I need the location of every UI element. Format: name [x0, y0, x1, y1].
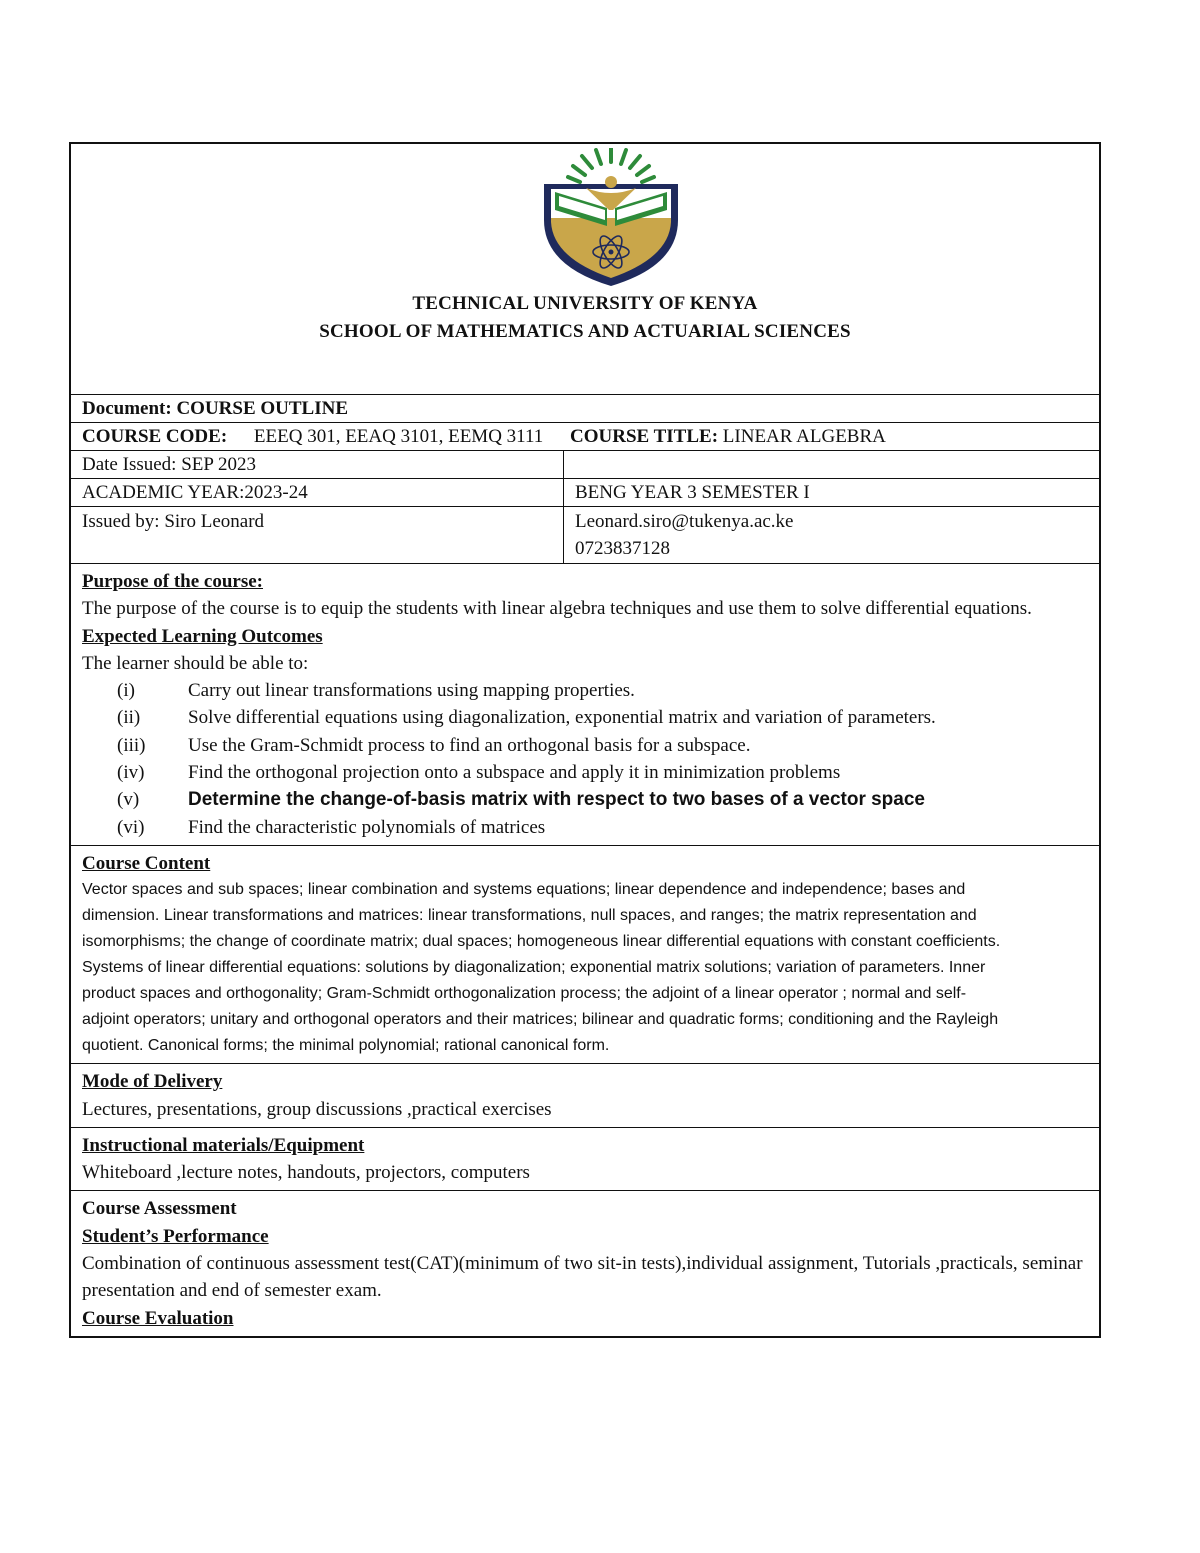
outcome-item — [82, 759, 1088, 786]
outcome-number: (iii) — [117, 734, 146, 756]
issued-by-row — [71, 507, 1099, 564]
empty-cell — [564, 451, 1099, 478]
outcome-item — [82, 677, 1088, 704]
document-type-row — [71, 395, 1099, 423]
outcome-number: (i) — [117, 680, 135, 702]
purpose-section — [71, 564, 1099, 846]
issued-by: Issued by: Siro Leonard — [71, 507, 564, 563]
outcome-text: Find the characteristic polynomials of matrices — [188, 816, 546, 838]
outcome-text: Solve differential equations using diagonalization, exponential matrix and variation of parameters. — [188, 707, 936, 729]
course-content-text: Vector spaces and sub spaces; linear combination and systems equations; linear dependence and independence; bases and dimension. Linear transformations and matrices: linear transformations, null spaces, and ranges; the matrix representation and isomorphisms; the change of coordinate matrix; dual spaces; homogeneous linear differential equations with constant coefficients. Systems of linear differential equations: solutions by diagonalization; exponential matrix solutions; variation of parameters. Inner product spaces and orthogonality; Gram-Schmidt orthogonalization process; the adjoint of a linear operator ; normal and self-adjoint operators; unitary and orthogonal operators and their matrices; bilinear and quadratic forms; conditioning and the Rayleigh quotient. Canonical forms; the minimal polynomial; rational canonical form. — [82, 881, 1001, 1055]
course-code-row — [71, 423, 1099, 451]
materials-section — [71, 1128, 1099, 1192]
course-title-value: LINEAR ALGEBRA — [722, 426, 886, 447]
outcome-item — [82, 786, 1088, 813]
outcome-text: Carry out linear transformations using mapping properties. — [188, 680, 635, 702]
university-logo-icon — [541, 148, 681, 288]
academic-year: ACADEMIC YEAR:2023-24 — [71, 479, 564, 506]
outcome-number: (ii) — [117, 707, 141, 729]
school-name: SCHOOL OF MATHEMATICS AND ACTUARIAL SCIENCES — [319, 321, 851, 342]
course-content-section — [71, 846, 1099, 1064]
purpose-heading: Purpose of the course: — [82, 571, 263, 592]
course-content-heading: Course Content — [82, 852, 211, 874]
assessment-section — [71, 1191, 1099, 1335]
outcome-text: Find the orthogonal projection onto a subspace and apply it in minimization problems — [188, 762, 841, 784]
outcomes-heading: Expected Learning Outcomes — [82, 625, 323, 647]
outcome-number: (iv) — [117, 762, 145, 784]
outcome-number: (v) — [117, 789, 140, 811]
outcome-item — [82, 732, 1088, 759]
outcome-item — [82, 814, 1088, 841]
university-name: TECHNICAL UNIVERSITY OF KENYA — [412, 293, 758, 314]
evaluation-heading: Course Evaluation — [82, 1307, 234, 1329]
assessment-heading: Course Assessment — [82, 1198, 237, 1220]
outcome-text: Use the Gram-Schmidt process to find an orthogonal basis for a subspace. — [188, 734, 751, 756]
course-title-label: COURSE TITLE: — [570, 426, 719, 447]
outcomes-intro: The learner should be able to: — [82, 652, 309, 674]
assessment-text: Combination of continuous assessment test(CAT)(minimum of two sit-in tests),individual assignment, Tutorials ,practicals, seminar presentation and end of semester exam. — [82, 1253, 1083, 1302]
date-issued: Date Issued: SEP 2023 — [71, 451, 564, 478]
performance-heading: Student’s Performance — [82, 1225, 269, 1247]
delivery-text: Lectures, presentations, group discussions ,practical exercises — [82, 1098, 552, 1120]
outcome-number: (vi) — [117, 816, 145, 838]
academic-year-row — [71, 479, 1099, 507]
course-outline-document — [69, 142, 1101, 1338]
course-code-value: EEEQ 301, EEAQ 3101, EEMQ 3111 — [253, 426, 544, 447]
document-header — [71, 144, 1099, 395]
document-value: COURSE OUTLINE — [176, 398, 349, 419]
materials-text: Whiteboard ,lecture notes, handouts, projectors, computers — [82, 1162, 530, 1184]
delivery-section — [71, 1064, 1099, 1128]
date-issued-row — [71, 451, 1099, 479]
contact-phone: 0723837128 — [575, 538, 670, 559]
course-code-label: COURSE CODE: — [82, 426, 228, 447]
outcome-item — [82, 704, 1088, 731]
outcome-text: Determine the change-of-basis matrix with respect to two bases of a vector space — [188, 789, 925, 811]
institution-heading — [71, 290, 1099, 346]
document-label: Document: — [82, 398, 172, 419]
purpose-text: The purpose of the course is to equip the students with linear algebra techniques and use them to solve differential equations. — [82, 598, 1032, 620]
materials-heading: Instructional materials/Equipment — [82, 1134, 365, 1156]
program-semester: BENG YEAR 3 SEMESTER I — [575, 482, 810, 503]
contact-email: Leonard.siro@tukenya.ac.ke — [575, 511, 794, 532]
delivery-heading: Mode of Delivery — [82, 1071, 223, 1093]
